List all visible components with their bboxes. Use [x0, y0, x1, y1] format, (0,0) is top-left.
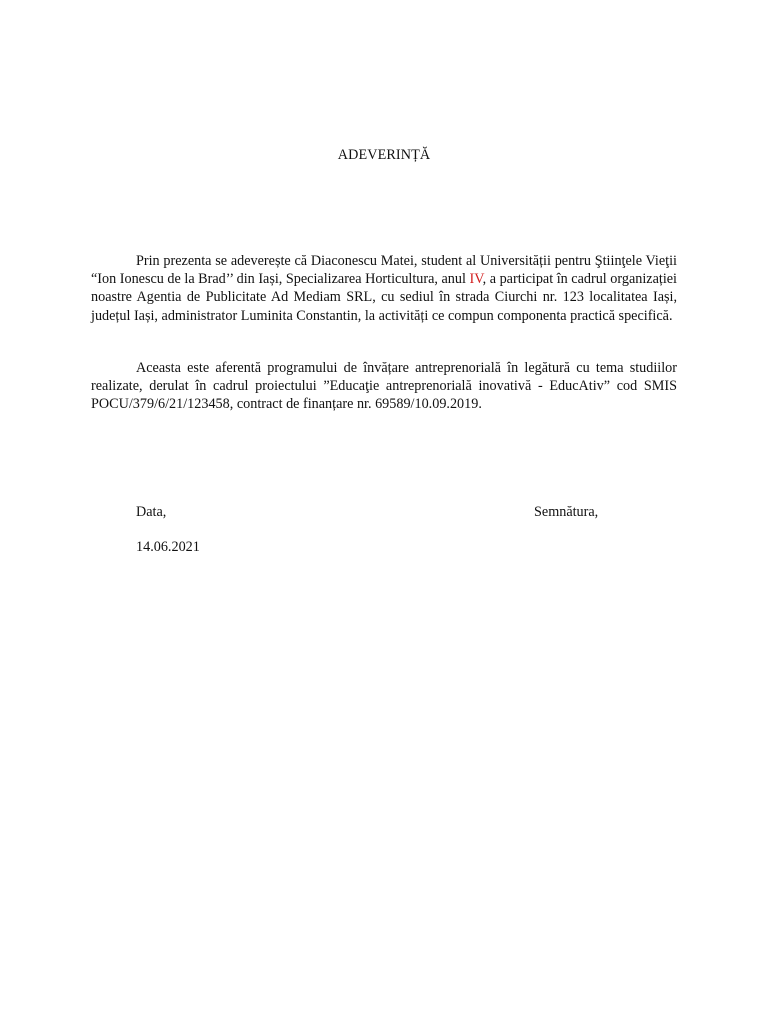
program-paragraph: Aceasta este aferentă programului de învățare antreprenorială în legătură cu tema studiilor realizate, derulat în cadrul proiectului ”Educaţie antreprenorială inovativă - EducAtiv” cod SMIS POCU/379/6/21/123458, contract de finanțare nr. 69589/10.09.2019. [91, 360, 677, 413]
date-label: Data, [136, 504, 167, 520]
paragraph-text-start: Prin prezenta se adeverește că Diaconescu Matei, student al Universității pentru Ştiinţele Vieţii “Ion Ionescu de la Brad’’ din Iași, Specializarea Horticultura, anul [91, 253, 677, 288]
date-value: 14.06.2021 [136, 539, 200, 555]
year-highlight: IV [469, 271, 483, 288]
document-title: ADEVERINȚĂ [337, 147, 431, 163]
certificate-paragraph [91, 252, 677, 325]
signature-label: Semnătura, [534, 504, 599, 520]
paragraph-text-end: , a participat în cadrul organizației noastre Agentia de Publicitate Ad Mediam SRL, cu sediul în strada Ciurchi nr. 123 localitatea Iași, județul Iași, administrator Luminita Constantin, la activități ce compun componenta practică specifică. [91, 271, 678, 324]
